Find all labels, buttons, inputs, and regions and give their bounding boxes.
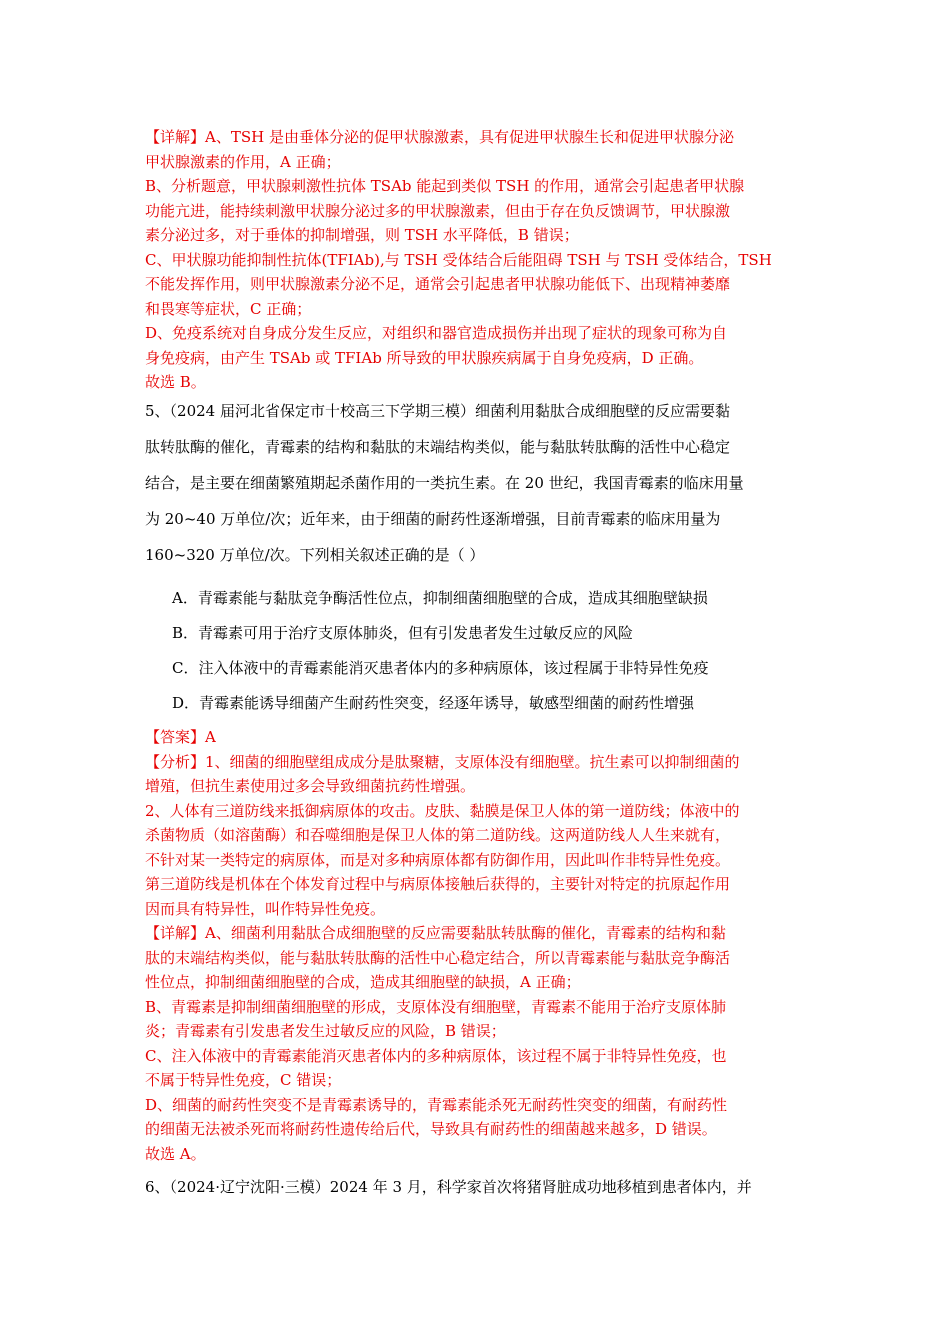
text-line: D、免疫系统对自身成分发生反应，对组织和器官造成损伤并出现了症状的现象可称为自 [145,324,728,342]
text-line: 不能发挥作用，则甲状腺激素分泌不足，通常会引起患者甲状腺功能低下、出现精神萎靡 [145,275,731,293]
option-a: A．青霉素能与黏肽竞争酶活性位点，抑制细菌细胞壁的合成，造成其细胞壁缺损 [172,589,708,607]
text-line: D、细菌的耐药性突变不是青霉素诱导的，青霉素能杀死无耐药性突变的细菌，有耐药性 [145,1095,728,1114]
text-line: B、分析题意，甲状腺刺激性抗体 TSAb 能起到类似 TSH 的作用，通常会引起患者甲状腺 [145,177,745,195]
text-line: 性位点，抑制细菌细胞壁的合成，造成其细胞壁的缺损，A 正确； [145,973,581,991]
text-line: B、青霉素是抑制细菌细胞壁的形成，支原体没有细胞壁，青霉素不能用于治疗支原体肺 [145,997,727,1016]
option-c: C．注入体液中的青霉素能消灭患者体内的多种病原体，该过程属于非特异性免疫 [172,659,709,677]
text-line: 故选 A。 [145,1144,206,1163]
text-line: 5、（2024 届河北省保定市十校高三下学期三模）细菌利用黏肽合成细胞壁的反应需要黏 [145,402,730,420]
option-b: B．青霉素可用于治疗支原体肺炎，但有引发患者发生过敏反应的风险 [172,624,634,642]
text-line: 增殖，但抗生素使用过多会导致细菌抗药性增强。 [145,777,476,795]
text-line: 结合，是主要在细菌繁殖期起杀菌作用的一类抗生素。在 20 世纪，我国青霉素的临床用量 [145,474,744,492]
text-line: 故选 B。 [145,373,206,391]
text-line: 肽转肽酶的催化，青霉素的结构和黏肽的末端结构类似，能与黏肽转肽酶的活性中心稳定 [145,438,731,456]
text-line: 【分析】1、细菌的细胞壁组成成分是肽聚糖，支原体没有细胞壁。抗生素可以抑制细菌的 [145,752,740,771]
answer-line: 【答案】A [145,728,216,746]
answer-explanation-q5 [145,725,810,1166]
text-line: 为 20~40 万单位/次；近年来，由于细菌的耐药性逐渐增强，目前青霉素的临床用量为 [145,510,721,528]
text-line: 身免疫病，由产生 TSAb 或 TFIAb 所导致的甲状腺疾病属于自身免疫病，D 正确。 [145,348,704,367]
text-line: 和畏寒等症状，C 正确； [145,299,312,318]
question-5-stem [145,393,810,573]
text-line: 【详解】A、细菌利用黏肽合成细胞壁的反应需要黏肽转肽酶的催化，青霉素的结构和黏 [145,924,726,942]
text-line: C、注入体液中的青霉素能消灭患者体内的多种病原体，该过程不属于非特异性免疫，也 [145,1046,727,1065]
text-line: 功能亢进，能持续刺激甲状腺分泌过多的甲状腺激素，但由于存在负反馈调节，甲状腺激 [145,201,731,220]
text-line: 160~320 万单位/次。下列相关叙述正确的是（ ） [145,546,485,564]
text-line: 肽的末端结构类似，能与黏肽转肽酶的活性中心稳定结合，所以青霉素能与黏肽竞争酶活 [145,948,731,967]
text-line: 【详解】A、TSH 是由垂体分泌的促甲状腺激素，具有促进甲状腺生长和促进甲状腺分泌 [145,128,734,146]
option-d: D．青霉素能诱导细菌产生耐药性突变，经逐年诱导，敏感型细菌的耐药性增强 [172,694,695,712]
answer-explanation-q4 [145,125,810,395]
text-line: 素分泌过多，对于垂体的抑制增强，则 TSH 水平降低，B 错误； [145,226,579,244]
text-line: 因而具有特异性，叫作特异性免疫。 [145,899,386,918]
text-line: 2、人体有三道防线来抵御病原体的攻击。皮肤、黏膜是保卫人体的第一道防线；体液中的 [145,801,740,820]
text-line: 杀菌物质（如溶菌酶）和吞噬细胞是保卫人体的第二道防线。这两道防线人人生来就有， [145,826,731,844]
text-line: 6、（2024·辽宁沈阳·三模）2024 年 3 月，科学家首次将猪肾脏成功地移植到患者体内，并 [145,1178,752,1196]
text-line: 炎；青霉素有引发患者发生过敏反应的风险，B 错误； [145,1022,506,1040]
text-line: 甲状腺激素的作用，A 正确； [145,152,341,171]
text-line: 的细菌无法被杀死而将耐药性遗传给后代，导致具有耐药性的细菌越来越多，D 错误。 [145,1120,717,1138]
text-line: 不针对某一类特定的病原体，而是对多种病原体都有防御作用，因此叫作非特异性免疫。 [145,850,731,869]
text-line: 不属于特异性免疫，C 错误； [145,1071,342,1089]
text-line: C、甲状腺功能抑制性抗体(TFIAb),与 TSH 受体结合后能阻碍 TSH 与 TSH 受体结合，TSH [145,250,772,269]
text-line: 第三道防线是机体在个体发育过程中与病原体接触后获得的，主要针对特定的抗原起作用 [145,875,731,893]
question-6-stem [145,1169,810,1205]
